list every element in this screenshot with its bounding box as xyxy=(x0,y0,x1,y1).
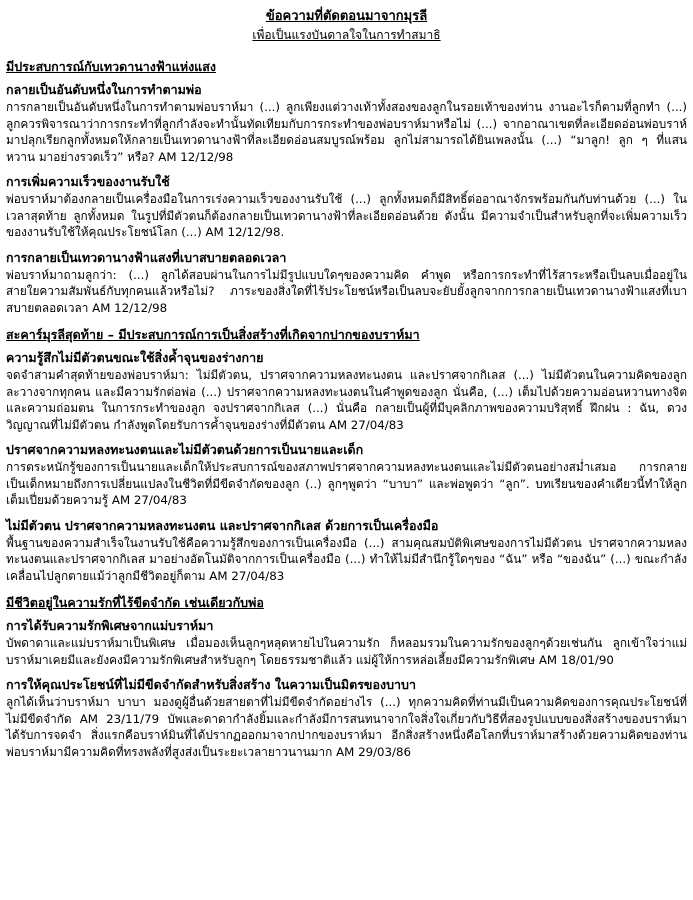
item-heading: กลายเป็นอันดับหนึ่งในการทำตามพ่อ xyxy=(6,82,202,97)
document-title: ข้อความที่ตัดตอนมาจากมุรลี xyxy=(265,9,428,24)
item-text: พื้นฐานของความสำเร็จในงานรับใช้คือความรู้สึกของการเป็นเครื่องมือ (...) สามคุณสมบัติพิเศษของการไม่มีตัวตน ปราศจากความหลงทะนงตนและปราศจากกิเลส มาอย่างอัตโนมัติจากการเป็นเครื่องมือ (...) ทำให้ไม่มีสำนึกรู้ใดๆของ “ฉัน” หรือ “ของฉัน” (...) ขณะกำลังเคลื่อนไปลูกตายแม้ว่าลูกมีชีวิตอยู่ก็ตาม AM 27/04/83 xyxy=(6,535,687,583)
section-last-sakar-murli xyxy=(6,326,687,584)
section-title: มีชีวิตอยู่ในความรักที่ไร้ขีดจำกัด เช่นเดียวกับพ่อ xyxy=(6,595,264,610)
section-title: มีประสบการณ์กับเทวดานางฟ้าแห่งแสง xyxy=(6,59,216,74)
item-text: การตระหนักรู้ของการเป็นนายและเด็กให้ประสบการณ์ของสภาพปราศจากความหลงทะนงตนและไม่มีตัวตนอย่างสม่ำเสมอ การกลายเป็นเด็กหมายถึงการเปลี่ยนแปลงในชีวิตที่มีขีดจำกัดของลูก (..) ลูกๆพูดว่า “บาบา” และพ่อพูดว่า “ลูก”. บทเรียนของคำเดียวนี้ทำให้ลูกเต็มเปี่ยมด้วยความรู้ AM 27/04/83 xyxy=(6,460,687,507)
section-title: สะคาร์มุรลีสุดท้าย – มีประสบการณ์การเป็นสิ่งสร้างที่เกิดจากปากของบราห์มา xyxy=(6,327,420,342)
item-heading: การได้รับความรักพิเศษจากแม่บราห์มา xyxy=(6,618,214,633)
document-subtitle: เพื่อเป็นแรงบันดาลใจในการทำสมาธิ xyxy=(252,28,441,42)
item-heading: การเพิ่มความเร็วของงานรับใช้ xyxy=(6,174,170,189)
item-text: การกลายเป็นอันดับหนึ่งในการทำตามพ่อบราห์มา (...) ลูกเพียงแต่วางเท้าทั้งสองของลูกในรอยเท้าของท่าน งานอะไรก็ตามที่ลูกทำ (...) ลูกควรพิจารณาว่าการกระทำที่ลูกกำลังจะทำนั้นทัดเทียมกับการกระทำของพ่อบราห์มาหรือไม่ (...) จากอาณาเขตที่ละเอียดอ่อนพ่อบราห์มาปลุกเรียกลูกทั้งหมดให้กลายเป็นเทวดานางฟ้าที่ละเอียดอ่อนสมบูรณ์พร้อม ลูกไม่สามารถได้ยินเพลงนั้น (...) “มาลูก! ลูก ๆ ที่แสนหวาน มาอย่างรวดเร็ว” หรือ? AM 12/12/98 xyxy=(6,100,687,164)
item-heading: การกลายเป็นเทวดานางฟ้าแสงที่เบาสบายตลอดเวลา xyxy=(6,249,287,265)
section-angels-of-light xyxy=(6,58,687,316)
item-text: พ่อบราห์มาถามลูกว่า: (...) ลูกได้สอบผ่านในการไม่มีรูปแบบใดๆของความคิด คำพูด หรือการกระทำที่ไร้สาระหรือเป็นลบเมื่ออยู่ในสายใยความสัมพันธ์กับทุกคนแล้วหรือไม่? ภาระของสิ่งใดที่ไร้ประโยชน์หรือเป็นลบจะยับยั้งลูกจากการกลายเป็นเทวดานางฟ้าแสงที่เบาสบายตลอดเวลา AM 12/12/98 xyxy=(6,267,687,315)
item-heading: การให้คุณประโยชน์ที่ไม่มีขีดจำกัดสำหรับสิ่งสร้าง ในความเป็นมิตรของบาบา xyxy=(6,677,416,692)
item-text: พ่อบราห์มาต้องกลายเป็นเครื่องมือในการเร่งความเร็วของงานรับใช้ (...) ลูกทั้งหมดก็มีสิทธิ์ต่ออาณาจักรพร้อมกันกับท่านด้วย (...) ในเวลาสุดท้าย ลูกทั้งหมด ในรูปที่มีตัวตนก็ต้องกลายเป็นเทวดานางฟ้าที่ละเอียดอ่อนด้วย ดังนั้น มีความจำเป็นสำหรับลูกที่จะเพิ่มความเร็วของงานรับใช้ให้คุณประโยชน์โลก (...) AM 12/12/98. xyxy=(6,192,687,239)
item-heading: ไม่มีตัวตน ปราศจากความหลงทะนงตน และปราศจากกิเลส ด้วยการเป็นเครื่องมือ xyxy=(6,517,439,533)
item-heading: ปราศจากความหลงทะนงตนและไม่มีตัวตนด้วยการเป็นนายและเด็ก xyxy=(6,442,364,457)
item-heading: ความรู้สึกไม่มีตัวตนขณะใช้สิ่งค้ำจุนของร่างกาย xyxy=(6,350,264,365)
item-text: จดจำสามคำสุดท้ายของพ่อบราห์มา: ไม่มีตัวตน, ปราศจากความหลงทะนงตน และปราศจากกิเลส (...) ไม่มีตัวตนในความคิดของลูก ละวางจากทุกคน และมีความรักต่อพ่อ (...) ปราศจากความหลงทะนงตนในคำพูดของลูก นั่นคือ, (...) เต็มไปด้วยความอ่อนหวานทางจิตและความถ่อมตน ในการกระทำของลูก จงปราศจากกิเลส (...) นั่นคือ กลายเป็นผู้ที่มีบุคลิกภาพของความบริสุทธิ์ ฝึกฝน : ฉัน, ดวงวิญญาณที่ไม่มีตัวตน กำลังพูดโดยรับการค้ำจุนของร่างที่มีตัวตน AM 27/04/83 xyxy=(6,368,687,432)
section-unlimited-love xyxy=(6,594,687,760)
item-text: ลูกได้เห็นว่าบราห์มา บาบา มองดูผู้อื่นด้วยสายตาที่ไม่มีขีดจำกัดอย่างไร (...) ทุกความคิดที่ท่านมีเป็นความคิดของการคุณประโยชน์ที่ไม่มีขีดจำกัด AM 23/11/79 บัพและดาดากำลังยิ้มและกำลังมีการสนทนาจากใจสิ่งใจเกี่ยวกับวิธีที่สองรูปแบบของสิ่งสร้างของบราห์มาได้รับการจดจำ สิ่งแรกคือบราห์มินที่ได้ปรากฏออกมาจากปากของบราห์มา อีกสิ่งสร้างหนึ่งคือโลกที่บราห์มาสร้างด้วยความคิดของท่าน พ่อบราห์มามีความคิดที่ทรงพลังที่สูงส่งเป็นระยะเวลายาวนานมาก AM 29/03/86 xyxy=(6,695,687,759)
item-text: บัพดาดาและแม่บราห์มาเป็นพิเศษ เมื่อมองเห็นลูกๆหลุดหายไปในความรัก ก็หลอมรวมในความรักของลูกๆด้วยเช่นกัน ลูกเข้าใจว่าแม่บราห์มาเคยมีและยังคงมีความรักพิเศษสำหรับลูกๆ โดยธรรมชาติแล้ว แม่ผู้ให้การหล่อเลี้ยงมีความรักพิเศษ AM 18/01/90 xyxy=(6,636,687,667)
